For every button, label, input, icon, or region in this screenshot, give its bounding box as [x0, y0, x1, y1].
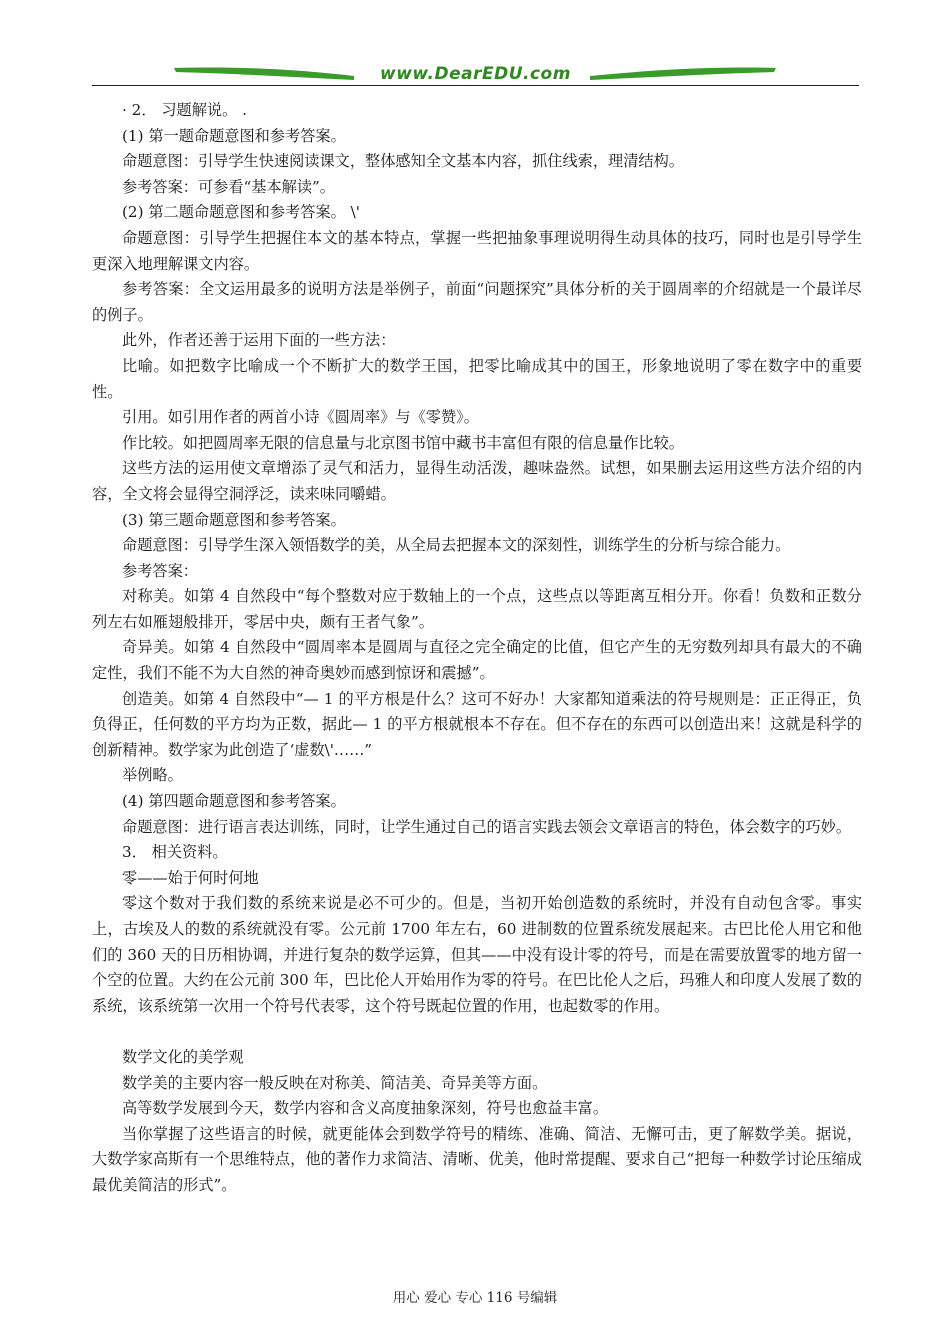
site-logo[interactable]: www.DearEDU.com — [380, 64, 571, 84]
paragraph: 此外，作者还善于运用下面的一些方法： — [122, 331, 396, 350]
paragraph: 高等数学发展到今天，数学内容和含义高度抽象深刻，符号也愈益丰富。 — [122, 1099, 608, 1118]
paragraph: · 2． 习题解说。 . — [122, 101, 247, 119]
paragraph: 参考答案： — [122, 561, 198, 580]
paragraph: 命题意图：引导学生深入领悟数学的美，从全局去把握本文的深刻性，训练学生的分析与综合能力。 — [122, 536, 791, 555]
paragraph: 参考答案：可参看“基本解读”。 — [122, 177, 335, 196]
page-header — [92, 62, 859, 90]
paragraph: 对称美。如第 4 自然段中“每个整数对应于数轴上的一个点，这些点以等距离互相分开。你看！负数和正数分列左右如雁翅般排开，零居中央，颇有王者气象”。 — [92, 587, 862, 631]
paragraph: (2) 第二题命题意图和参考答案。 \' — [122, 203, 360, 222]
paragraph: 比喻。如把数字比喻成一个不断扩大的数学王国，把零比喻成其中的国王，形象地说明了零在数字中的重要性。 — [92, 356, 862, 401]
paragraph: 数学美的主要内容一般反映在对称美、简洁美、奇异美等方面。 — [122, 1073, 548, 1092]
header-rule — [92, 85, 859, 86]
paragraph: 命题意图：引导学生快速阅读课文，整体感知全文基本内容，抓住线索，理清结构。 — [122, 152, 684, 171]
paragraph: 作比较。如把圆周率无限的信息量与北京图书馆中藏书丰富但有限的信息量作比较。 — [122, 433, 684, 452]
paragraph: 举例略。 — [122, 766, 183, 785]
document-body — [92, 98, 862, 1199]
paragraph: 这些方法的运用使文章增添了灵气和活力，显得生动活泼，趣味盎然。试想，如果删去运用这些方法介绍的内容，全文将会显得空洞浮泛，读来味同嚼蜡。 — [92, 459, 862, 503]
section-heading: 3． 相关资料。 — [122, 843, 228, 862]
blank-line — [92, 1019, 862, 1045]
paragraph: 零这个数对于我们数的系统来说是必不可少的。但是，当初开始创造数的系统时，并没有自动包含零。事实上，古埃及人的数的系统就没有零。公元前 1700 年左右，60 进制数的位置系统发展起来。古巴比伦人用它和他们的 360 天的日历相协调，并进行复杂的数学运算，但其——中没有设计零的符号，而是在需要放置零的地方留一个空的位置。大约在公元前 300 年，巴比伦人开始用作为零的符号。在巴比伦人之后，玛雅人和印度人发展了数的系统，该系统第一次用一个符号代表零，这个符号既起位置的作用，也起数零的作用。 — [92, 894, 862, 1015]
paragraph: (4) 第四题命题意图和参考答案。 — [122, 792, 346, 811]
section-title: 零——始于何时何地 — [122, 868, 259, 887]
paragraph: (1) 第一题命题意图和参考答案。 — [122, 126, 346, 145]
paragraph: 引用。如引用作者的两首小诗《圆周率》与《零赞》。 — [122, 408, 479, 427]
section-title: 数学文化的美学观 — [122, 1047, 244, 1066]
paragraph: 参考答案：全文运用最多的说明方法是举例子，前面“问题探究”具体分析的关于圆周率的介绍就是一个最详尽的例子。 — [92, 280, 862, 324]
page-footer: 用心 爱心 专心 116 号编辑 — [392, 1290, 558, 1306]
paragraph: 命题意图：进行语言表达训练，同时，让学生通过自己的语言实践去领会文章语言的特色，体会数字的巧妙。 — [122, 817, 851, 836]
paragraph: 创造美。如第 4 自然段中“— 1 的平方根是什么？这可不好办！大家都知道乘法的符号规则是：正正得正，负负得正，任何数的平方均为正数，据此— 1 的平方根就根本不存在。但不存在的东西可以创造出来！这就是科学的创新精神。数学家为此创造了‘虚数\'……” — [92, 689, 862, 759]
paragraph: 命题意图：引导学生把握住本文的基本特点，掌握一些把抽象事理说明得生动具体的技巧，同时也是引导学生更深入地理解课文内容。 — [92, 228, 862, 273]
paragraph: 当你掌握了这些语言的时候，就更能体会到数学符号的精练、准确、简洁、无懈可击，更了解数学美。据说，大数学家高斯有一个思维特点，他的著作力求简洁、清晰、优美，他时常提醒、要求自己“把每一种数学讨论压缩成最优美简洁的形式”。 — [92, 1124, 862, 1194]
paragraph: (3) 第三题命题意图和参考答案。 — [122, 510, 346, 529]
paragraph: 奇异美。如第 4 自然段中“圆周率本是圆周与直径之完全确定的比值，但它产生的无穷数列却具有最大的不确定性，我们不能不为大自然的神奇奥妙而感到惊讶和震撼”。 — [92, 638, 862, 683]
